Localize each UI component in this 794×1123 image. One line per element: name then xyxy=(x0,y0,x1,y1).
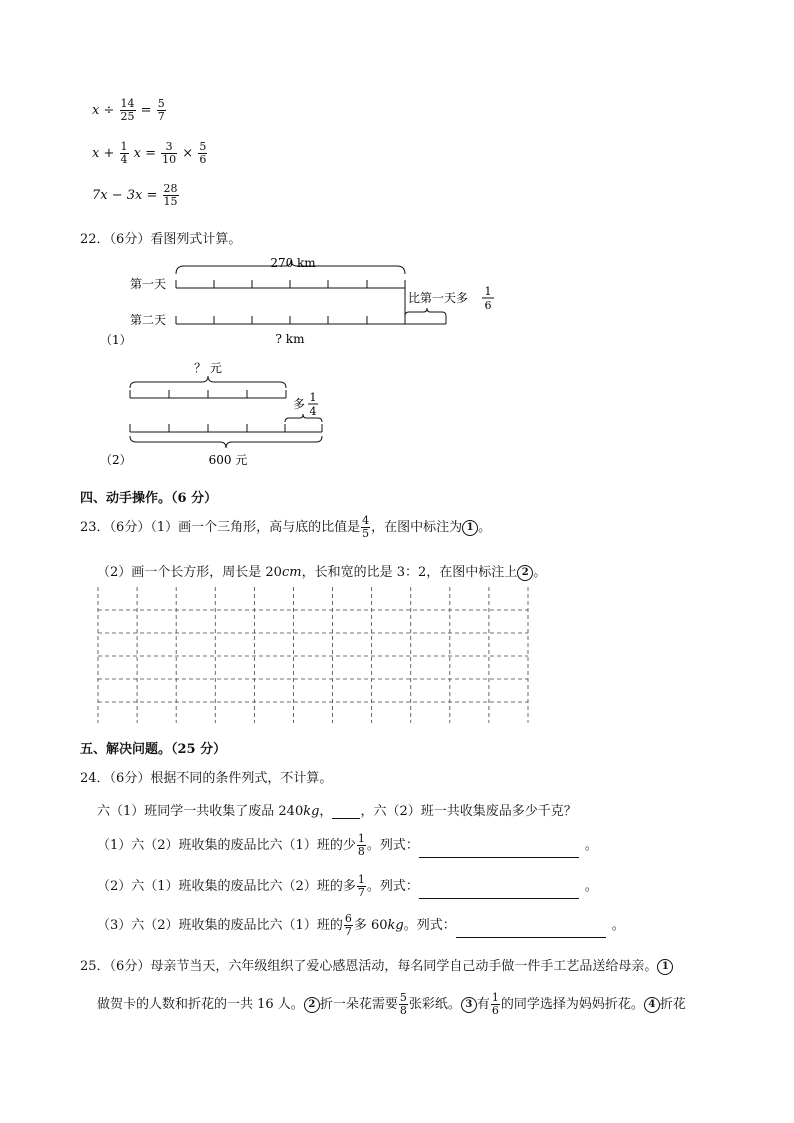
d1-note-frac-n: 1 xyxy=(484,285,492,298)
q23-ratio-fraction: $\frac{4}{5}$ xyxy=(362,514,370,540)
d1-row2-label: 第二天 xyxy=(130,313,167,327)
q24-p2-a: （2）六（1）班收集的废品比六（2）班的多 xyxy=(97,879,356,894)
q24-p1-answer-line[interactable] xyxy=(419,843,579,858)
eq2-fraction-1: $\frac{1}{4}$ xyxy=(120,140,128,166)
q25-l2-a: 做贺卡的人数和折花的一共 16 人。 xyxy=(97,997,304,1012)
eq3-fraction: $\frac{28}{15}$ xyxy=(163,182,178,208)
q24-p2-answer-line[interactable] xyxy=(419,884,579,899)
q24-p2-end: 。 xyxy=(584,879,598,894)
q24-p1-fraction: $\frac{1}{8}$ xyxy=(357,832,365,858)
eq2-times: × xyxy=(182,146,194,161)
eq1-left: x ÷ xyxy=(92,103,115,118)
q24-intro xyxy=(97,800,577,819)
q25-l1-text: 25．（6分）母亲节当天，六年级组织了爱心感恩活动，每名同学自己动手做一件手工艺品送给母亲。 xyxy=(80,959,658,974)
q24-p3-answer-line[interactable] xyxy=(456,923,606,938)
q24-p2-b: 。列式： xyxy=(366,879,419,894)
q25-fraction-1: $\frac{5}{8}$ xyxy=(399,991,407,1017)
circle-mark-2: 2 xyxy=(517,565,533,581)
q24-p3-fraction: $\frac{6}{7}$ xyxy=(344,912,352,938)
circle-mark-q25-4: 4 xyxy=(644,997,660,1013)
q22-diagram-2 xyxy=(90,358,390,470)
q23-line2-a: （2）画一个长方形，周长是 20 xyxy=(97,565,282,580)
q23-unit: cm xyxy=(281,565,302,580)
q25-l2-b: 折一朵花需要 xyxy=(319,997,398,1012)
q23-line2-b: ，长和宽的比是 3：2，在图中标注上 xyxy=(301,565,518,580)
q22-diagram-1 xyxy=(90,250,530,350)
drawing-grid[interactable] xyxy=(96,585,530,725)
q24-p1-end: 。 xyxy=(584,838,598,853)
eq1-fraction-2: $\frac{5}{7}$ xyxy=(157,97,165,123)
q24-p2-fraction: $\frac{1}{7}$ xyxy=(357,873,365,899)
q24-p3-c: 。列式： xyxy=(403,918,456,933)
q23-line1-b: ，在图中标注为 xyxy=(371,520,463,535)
equation-3 xyxy=(92,183,180,208)
q25-l2-d: 有 xyxy=(476,997,490,1012)
q25-l2-c: 张彩纸。 xyxy=(408,997,461,1012)
circle-mark-q25-2: 2 xyxy=(304,997,320,1013)
q23-line2-c: 。 xyxy=(533,565,547,580)
q25-l2-f: 折花 xyxy=(659,997,686,1012)
d2-label: （2） xyxy=(100,453,132,467)
q24-intro-b: ， xyxy=(319,804,333,819)
eq2-fraction-2: $\frac{3}{10}$ xyxy=(162,140,177,166)
d2-more-frac-n: 1 xyxy=(309,391,317,404)
circle-mark-q25-3: 3 xyxy=(461,997,477,1013)
circle-mark-1: 1 xyxy=(462,520,478,536)
q24-part-3 xyxy=(97,913,625,938)
q25-l2-e: 的同学选择为妈妈折花。 xyxy=(500,997,644,1012)
q25-line1 xyxy=(80,955,673,975)
q25-fraction-2: $\frac{1}{6}$ xyxy=(491,991,499,1017)
eq1-fraction-1: $\frac{14}{25}$ xyxy=(120,97,135,123)
d2-more-label: 多 xyxy=(293,397,306,411)
d2-bottom-label: 600 元 xyxy=(208,453,248,467)
equation-2 xyxy=(92,141,208,166)
eq2-part-b: x = xyxy=(133,146,156,161)
q24-p3-b: 多 60 xyxy=(353,918,388,933)
eq2-part-a: x + xyxy=(92,146,115,161)
equation-1 xyxy=(92,98,167,123)
q25-line2 xyxy=(97,992,686,1017)
eq2-fraction-3: $\frac{5}{6}$ xyxy=(199,140,207,166)
q24-kg-2: kg xyxy=(387,918,404,933)
d1-note: 比第一天多 xyxy=(408,291,469,305)
q24-intro-c: ，六（2）班一共收集废品多少千克？ xyxy=(360,804,577,819)
section4-title: 四、动手操作。（6 分） xyxy=(80,491,218,506)
d2-more-frac-d: 4 xyxy=(309,405,317,418)
d2-top-label: ？ 元 xyxy=(194,361,222,375)
q23-line1-a: 23．（6分）（1）画一个三角形，高与底的比值是 xyxy=(80,520,361,535)
q24-part-1 xyxy=(97,833,598,858)
q24-kg-1: kg xyxy=(303,804,320,819)
q22-title: 22．（6分）看图列式计算。 xyxy=(80,232,242,247)
q24-condition-blank[interactable] xyxy=(332,804,360,819)
d1-note-frac-d: 6 xyxy=(484,299,492,312)
section5-title: 五、解决问题。（25 分） xyxy=(80,742,227,757)
q24-part-2 xyxy=(97,874,598,899)
circle-mark-q25-1: 1 xyxy=(657,959,673,975)
q24-p1-b: 。列式： xyxy=(366,838,419,853)
q23-line1-c: 。 xyxy=(478,520,492,535)
q24-title: 24．（6分）根据不同的条件列式，不计算。 xyxy=(80,771,333,786)
d1-row1-label: 第一天 xyxy=(130,277,167,291)
q24-intro-a: 六（1）班同学一共收集了废品 240 xyxy=(97,804,304,819)
q24-p3-a: （3）六（2）班收集的废品比六（1）班的 xyxy=(97,918,343,933)
d1-label: （1） xyxy=(100,333,132,347)
d1-total-label: 270 km xyxy=(270,256,316,270)
eq1-equals: = xyxy=(140,103,152,118)
q24-p1-a: （1）六（2）班收集的废品比六（1）班的少 xyxy=(97,838,356,853)
d1-question: ? km xyxy=(275,332,305,346)
q23-line1 xyxy=(80,515,491,540)
q24-p3-end: 。 xyxy=(611,918,625,933)
eq3-left: 7x − 3x = xyxy=(92,188,158,203)
q23-line2 xyxy=(97,561,546,581)
